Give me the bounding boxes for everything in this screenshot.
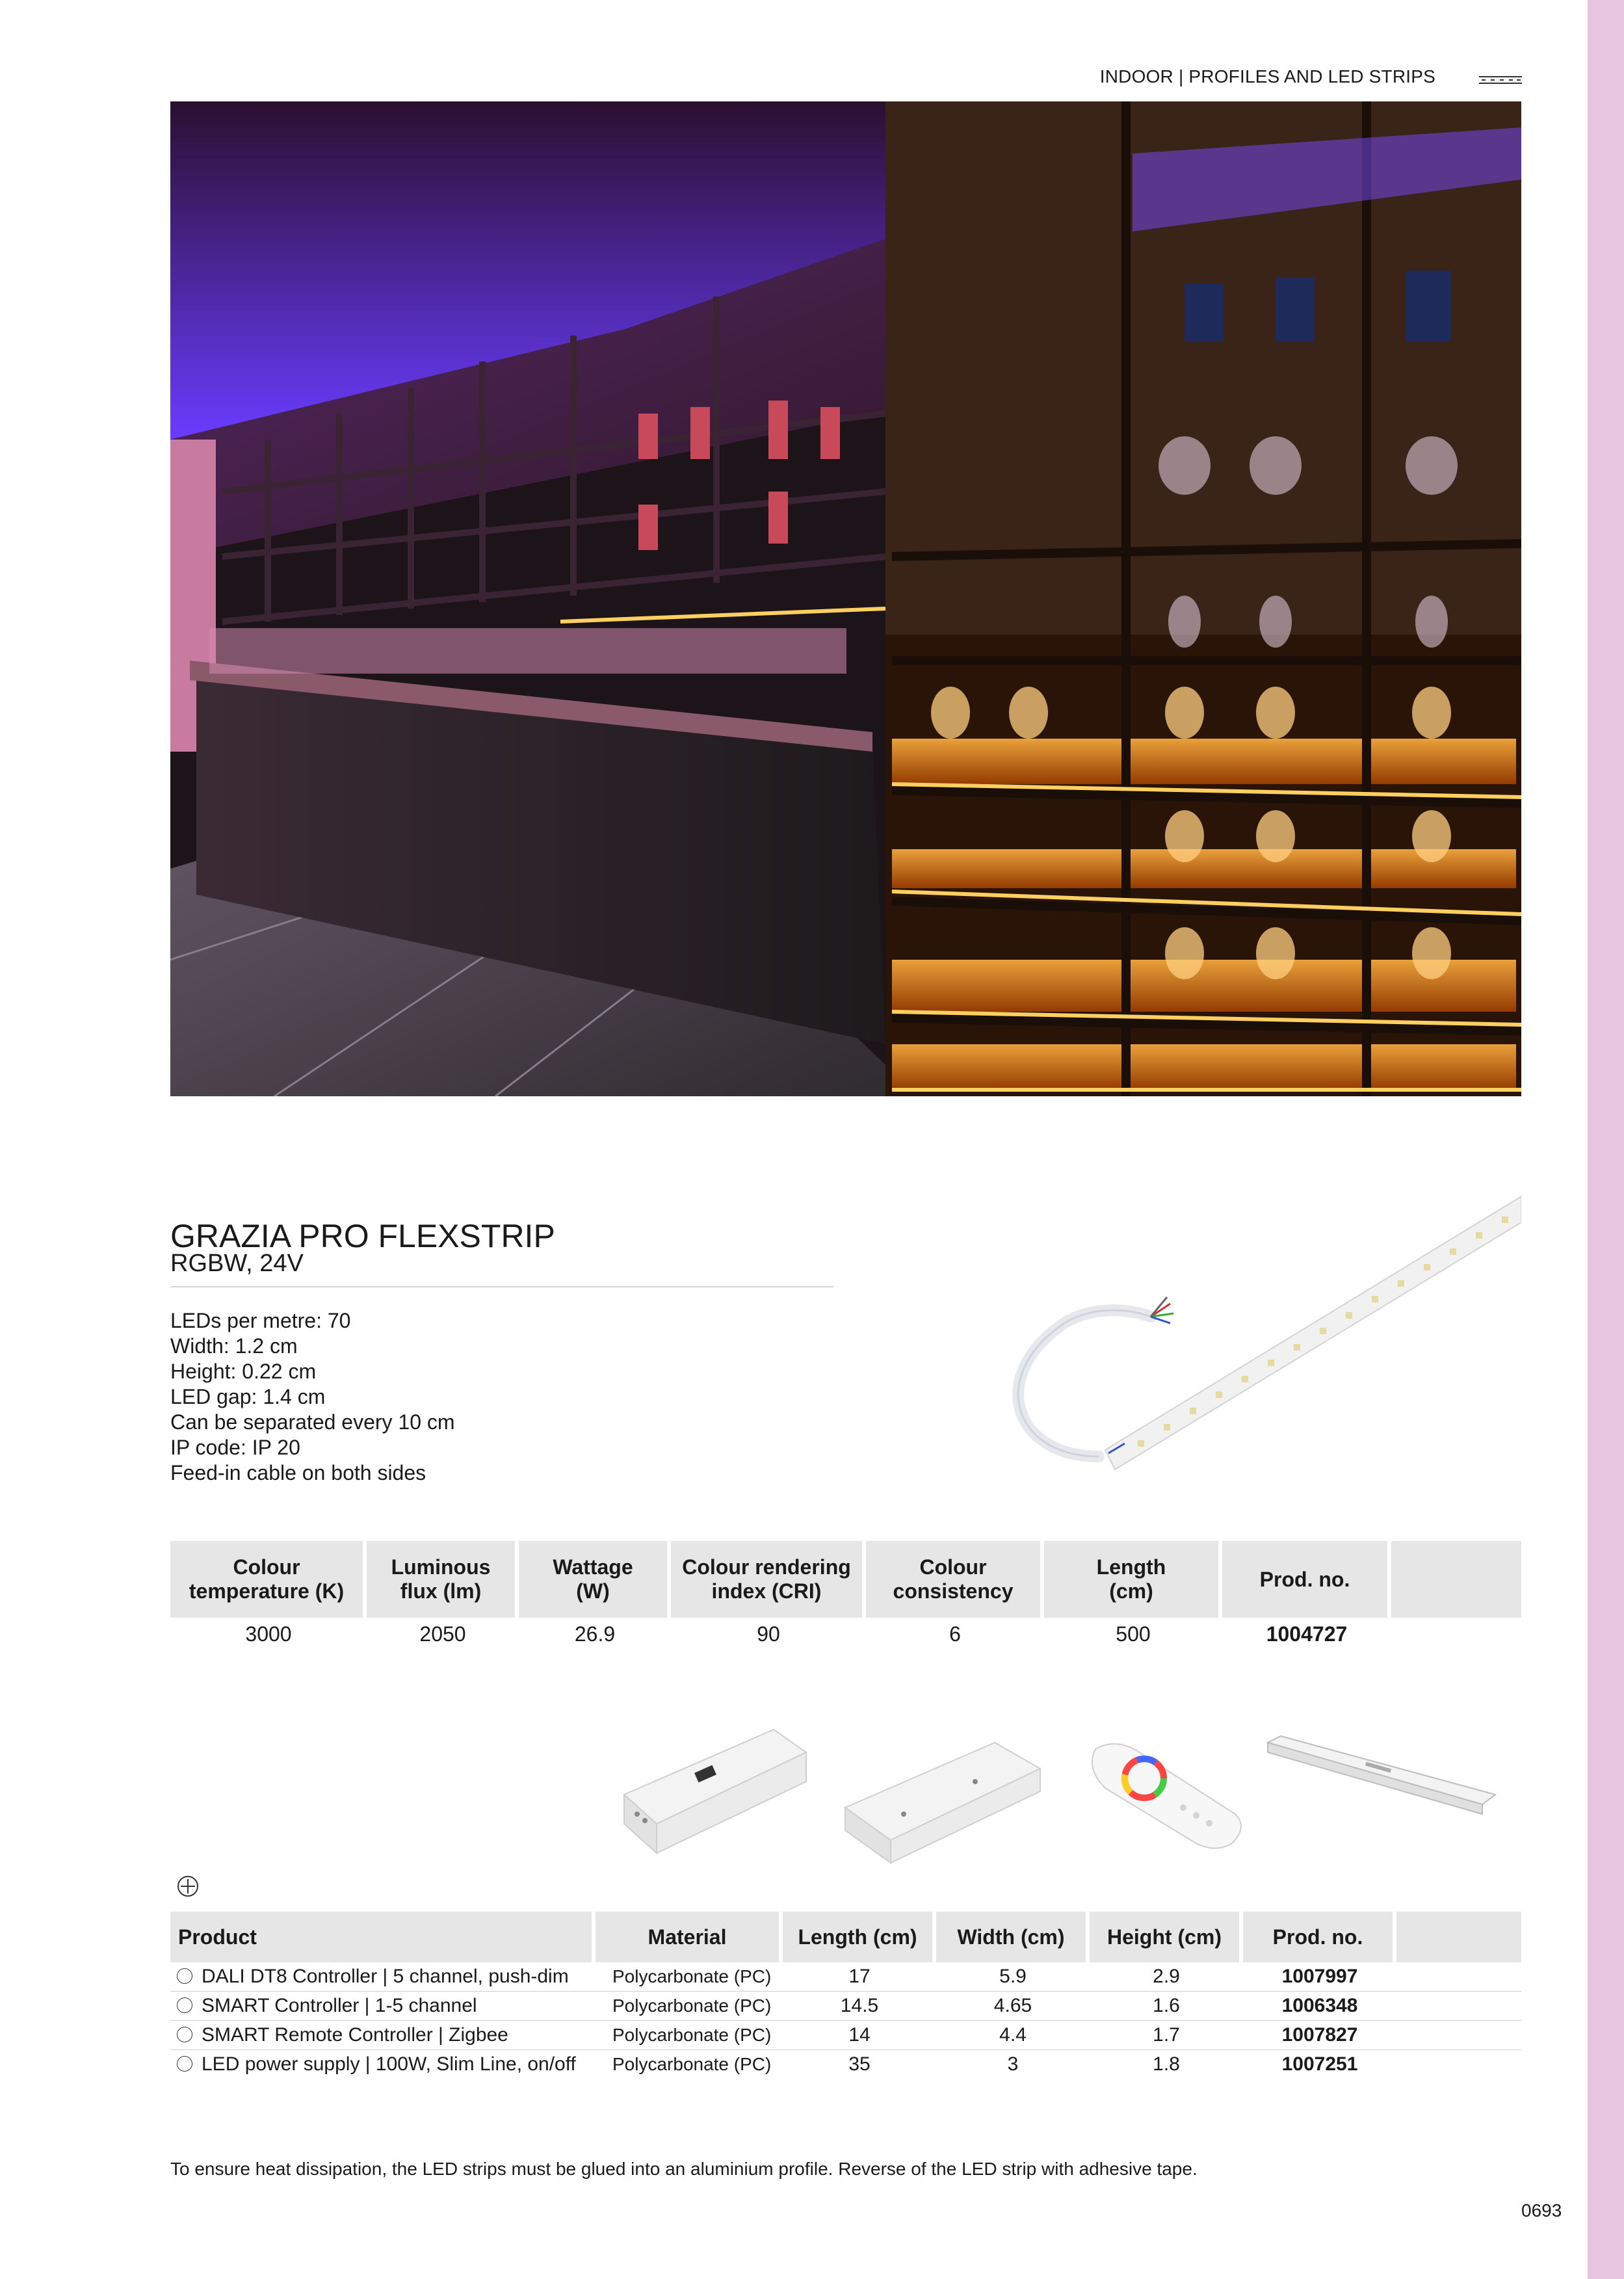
spec-item: LED gap: 1.4 cm	[170, 1385, 326, 1408]
cell-material: Polycarbonate (PC)	[596, 1992, 783, 2021]
cell-height: 1.7	[1090, 2021, 1243, 2050]
dali-controller-icon	[624, 1730, 806, 1853]
cell-length: 500	[1116, 1622, 1151, 1646]
col-cri: Colour rendering index (CRI)	[671, 1541, 866, 1618]
cell-luminous-flux: 2050	[419, 1622, 466, 1646]
cell-length: 35	[848, 2053, 871, 2075]
spec-item: Width: 1.2 cm	[170, 1334, 298, 1358]
cell-empty	[1396, 2021, 1521, 2050]
radio-button[interactable]	[177, 1997, 192, 2013]
accessories-table	[170, 1912, 1521, 2079]
spec-item: Height: 0.22 cm	[170, 1360, 317, 1383]
cell-height: 1.8	[1153, 2053, 1180, 2075]
col-wattage: Wattage (W)	[519, 1541, 671, 1618]
col-luminous-flux: Luminous flux (lm)	[367, 1541, 519, 1618]
cell-prod-no: 1007827	[1243, 2021, 1396, 2050]
cell-height: 2.9	[1090, 1962, 1243, 1992]
col-prod-no: Prod. no.	[1222, 1541, 1391, 1618]
cell-empty	[1391, 1618, 1521, 1650]
col-empty	[1396, 1912, 1521, 1962]
cell-empty	[1396, 1962, 1521, 1992]
spec-list	[170, 1308, 455, 1486]
cell-length: 17	[783, 1962, 936, 1992]
spec-item: Feed-in cable on both sides	[170, 1461, 426, 1484]
title-divider	[170, 1286, 833, 1287]
bar-interior-photo	[170, 101, 1521, 1096]
col-product: Product	[170, 1912, 596, 1962]
cell-empty	[1396, 1992, 1521, 2021]
radio-button[interactable]	[177, 1968, 192, 1984]
power-supply-icon	[1268, 1736, 1495, 1814]
table-row	[170, 2021, 1521, 2050]
cell-wattage: 26.9	[574, 1622, 616, 1646]
section-header: INDOOR | PROFILES AND LED STRIPS	[1099, 66, 1435, 86]
remote-controller-icon	[1092, 1744, 1241, 1849]
table-row	[170, 1992, 1521, 2021]
cell-colour-consistency: 6	[949, 1622, 961, 1646]
add-circle-icon[interactable]	[177, 1875, 199, 1897]
cell-material: Polycarbonate (PC)	[596, 1962, 783, 1992]
cell-length: 14.5	[783, 1992, 936, 2021]
cell-product: SMART Remote Controller | Zigbee	[170, 2021, 596, 2050]
col-colour-consistency: Colour consistency	[866, 1541, 1044, 1618]
accessories-image	[611, 1717, 1521, 1873]
cell-prod-no: 1004727	[1266, 1622, 1348, 1646]
spec-item: IP code: IP 20	[170, 1436, 300, 1459]
col-material: Material	[596, 1912, 783, 1962]
header-decoration-icon	[1479, 75, 1522, 85]
cell-width: 4.4	[936, 2021, 1090, 2050]
cell-width: 4.65	[936, 1992, 1090, 2021]
cell-height: 1.6	[1090, 1992, 1243, 2021]
col-prod-no: Prod. no.	[1243, 1912, 1396, 1962]
cell-product: LED power supply | 100W, Slim Line, on/off	[170, 2050, 596, 2079]
cell-material: Polycarbonate (PC)	[596, 2021, 783, 2050]
col-length: Length (cm)	[1044, 1541, 1222, 1618]
cell-empty	[1396, 2050, 1521, 2079]
footnote: To ensure heat dissipation, the LED strips must be glued into an aluminium profile. Reverse of the LED strip with adhesive tape.	[170, 2159, 1198, 2179]
product-title: GRAZIA PRO FLEXSTRIP	[170, 1218, 555, 1254]
smart-controller-icon	[845, 1743, 1040, 1863]
table-row	[170, 1962, 1521, 1992]
led-strip-image	[975, 1183, 1521, 1482]
col-length: Length (cm)	[783, 1912, 936, 1962]
spec-item: LEDs per metre: 70	[170, 1309, 351, 1332]
col-colour-temperature: Colour temperature (K)	[170, 1541, 367, 1618]
radio-button[interactable]	[177, 2027, 192, 2042]
cell-length: 14	[783, 2021, 936, 2050]
cell-prod-no: 1006348	[1243, 1992, 1396, 2021]
col-empty	[1391, 1541, 1521, 1618]
cell-prod-no: 1007251	[1281, 2053, 1358, 2075]
cell-width: 3	[1007, 2053, 1019, 2075]
col-height: Height (cm)	[1090, 1912, 1243, 1962]
cell-prod-no: 1007997	[1243, 1962, 1396, 1992]
cell-product: SMART Controller | 1-5 channel	[170, 1992, 596, 2021]
product-subtitle: RGBW, 24V	[170, 1250, 304, 1277]
table-row	[170, 2050, 1521, 2079]
page-number: 0693	[1521, 2200, 1562, 2220]
page-side-bar	[1588, 0, 1624, 2279]
col-width: Width (cm)	[936, 1912, 1090, 1962]
cell-width: 5.9	[936, 1962, 1090, 1992]
cell-material: Polycarbonate (PC)	[612, 2054, 772, 2074]
spec-item: Can be separated every 10 cm	[170, 1410, 455, 1434]
cell-product: DALI DT8 Controller | 5 channel, push-dim	[170, 1962, 596, 1992]
table-row	[170, 1618, 1521, 1650]
radio-button[interactable]	[177, 2056, 192, 2072]
cell-colour-temperature: 3000	[245, 1622, 292, 1646]
strip-spec-table	[170, 1541, 1521, 1650]
cell-cri: 90	[757, 1622, 780, 1646]
